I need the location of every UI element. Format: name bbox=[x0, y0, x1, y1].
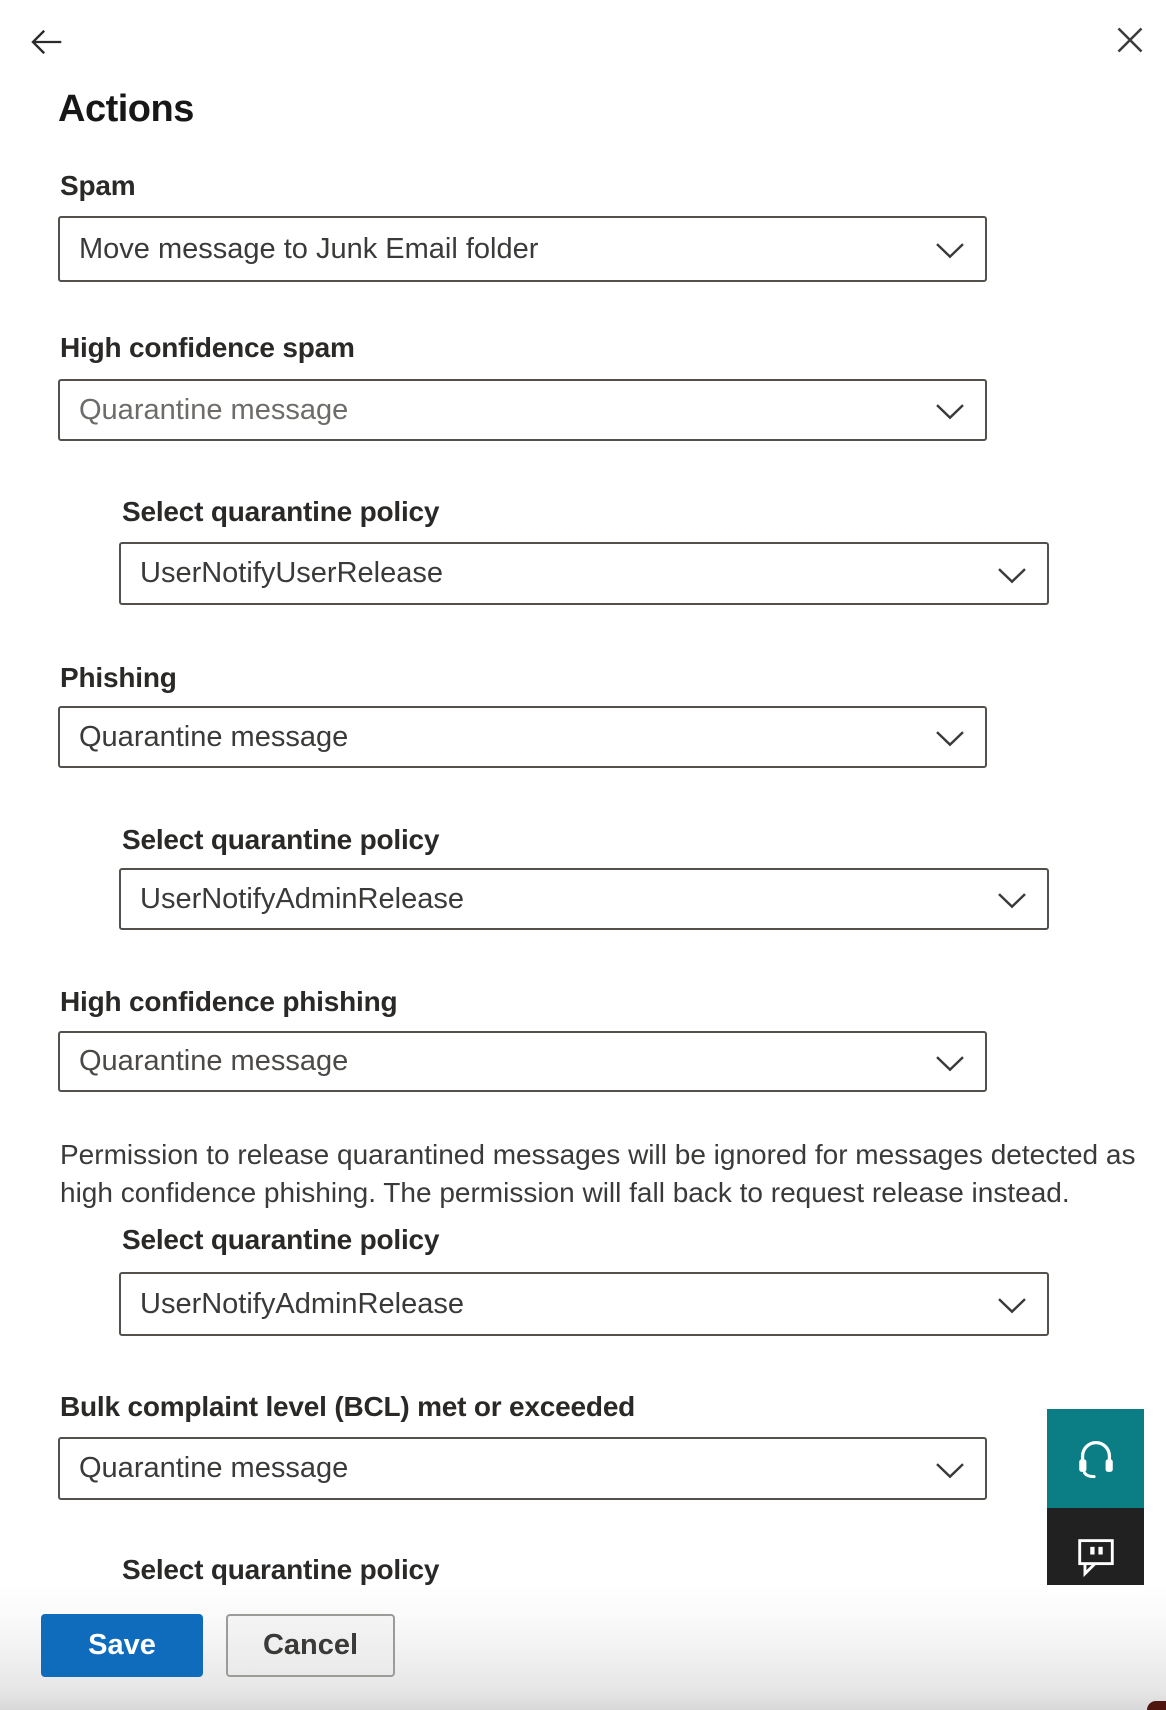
chevron-down-icon bbox=[997, 1289, 1027, 1322]
corner-fragment bbox=[1147, 1701, 1166, 1710]
bcl-label: Bulk complaint level (BCL) met or exceeded bbox=[60, 1391, 636, 1422]
phishing-label: Phishing bbox=[60, 662, 177, 693]
spam-label: Spam bbox=[60, 170, 136, 201]
bcl-dropdown-value: Quarantine message bbox=[79, 1452, 349, 1484]
chevron-down-icon bbox=[997, 884, 1027, 917]
spam-dropdown-value: Move message to Junk Email folder bbox=[79, 232, 539, 265]
quarantine-policy-bcl-label: Select quarantine policy bbox=[122, 1554, 440, 1585]
bcl-dropdown[interactable] bbox=[58, 1437, 987, 1500]
chevron-down-icon bbox=[997, 559, 1027, 592]
high-confidence-spam-dropdown[interactable] bbox=[58, 379, 987, 441]
quarantine-policy-hcs-label: Select quarantine policy bbox=[122, 496, 440, 527]
hcp-permission-note: Permission to release quarantined messages will be ignored for messages detected as high confidence phishing. The permission will fall back to request release instead. bbox=[60, 1139, 1136, 1208]
chevron-down-icon bbox=[935, 234, 965, 267]
phishing-dropdown-value: Quarantine message bbox=[79, 720, 349, 753]
footer-bar bbox=[0, 1585, 1166, 1710]
quarantine-policy-phishing-label: Select quarantine policy bbox=[122, 824, 440, 855]
phishing-dropdown[interactable] bbox=[58, 706, 987, 768]
quarantine-policy-hcs-dropdown-value: UserNotifyUserRelease bbox=[140, 557, 443, 589]
close-icon bbox=[1115, 25, 1145, 58]
chevron-down-icon bbox=[935, 1047, 965, 1080]
quarantine-policy-phishing-dropdown-value: UserNotifyAdminRelease bbox=[140, 882, 464, 915]
save-button[interactable]: Save bbox=[41, 1614, 203, 1677]
chat-feedback-icon bbox=[1073, 1532, 1119, 1581]
high-confidence-spam-label: High confidence spam bbox=[60, 332, 355, 363]
quarantine-policy-hcp-dropdown[interactable] bbox=[119, 1272, 1049, 1336]
high-confidence-phishing-label: High confidence phishing bbox=[60, 986, 398, 1017]
high-confidence-phishing-dropdown[interactable] bbox=[58, 1031, 987, 1092]
chevron-down-icon bbox=[935, 1454, 965, 1487]
support-button[interactable] bbox=[1047, 1409, 1144, 1508]
close-button[interactable] bbox=[1108, 19, 1152, 63]
back-button[interactable] bbox=[22, 20, 70, 66]
high-confidence-spam-dropdown-value: Quarantine message bbox=[79, 393, 349, 426]
chevron-down-icon bbox=[935, 722, 965, 755]
cancel-button[interactable]: Cancel bbox=[226, 1614, 395, 1677]
arrow-left-icon bbox=[27, 24, 65, 63]
high-confidence-phishing-dropdown-value: Quarantine message bbox=[79, 1045, 349, 1077]
headset-icon bbox=[1073, 1434, 1119, 1483]
chevron-down-icon bbox=[935, 395, 965, 428]
spam-dropdown[interactable] bbox=[58, 216, 987, 282]
quarantine-policy-hcs-dropdown[interactable] bbox=[119, 542, 1049, 605]
quarantine-policy-hcp-label: Select quarantine policy bbox=[122, 1224, 440, 1255]
quarantine-policy-hcp-dropdown-value: UserNotifyAdminRelease bbox=[140, 1287, 464, 1320]
quarantine-policy-phishing-dropdown[interactable] bbox=[119, 868, 1049, 930]
page-title: Actions bbox=[58, 88, 194, 130]
